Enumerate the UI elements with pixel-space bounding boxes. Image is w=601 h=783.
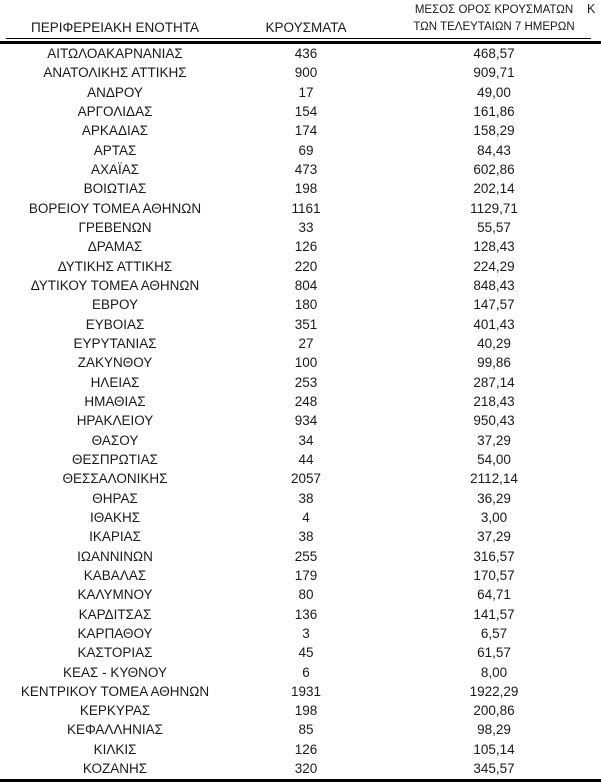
cases-count-cell: 33 [298,219,314,235]
table-row [0,759,601,778]
avg-7day-cell: 141,57 [473,606,515,622]
table-row [0,701,601,720]
region-name-cell: ΙΚΑΡΙΑΣ [89,529,141,545]
region-name-cell: ΚΑΒΑΛΑΣ [83,567,147,583]
cases-count-cell: 126 [294,741,318,757]
cases-count-cell: 38 [298,490,314,506]
region-name-cell: ΚΟΖΑΝΗΣ [82,761,148,777]
avg-7day-cell: 161,86 [473,103,515,119]
table-row [0,102,601,121]
cases-count-cell: 6 [302,664,310,680]
table-row [0,566,601,585]
table-row [0,663,601,682]
avg-7day-cell: 36,29 [477,490,511,506]
region-name-cell: ΚΕΑΣ - ΚΥΘΝΟΥ [63,664,167,680]
table-row [0,141,601,160]
column-header-avg-7day-line2: ΤΩΝ ΤΕΛΕΥΤΑΙΩΝ 7 ΗΜΕΡΩΝ [413,20,575,33]
avg-7day-cell: 950,43 [473,413,515,429]
region-name-cell: ΑΡΚΑΔΙΑΣ [81,123,149,139]
avg-7day-cell: 49,00 [477,84,511,100]
table-row [0,44,601,63]
cases-count-cell: 80 [298,587,314,603]
table-row [0,121,601,140]
table-bottom-rule [0,779,601,782]
region-name-cell: ΚΑΛΥΜΝΟΥ [77,587,153,603]
avg-7day-cell: 99,86 [477,355,511,371]
table-row [0,720,601,739]
cases-count-cell: 44 [298,451,314,467]
header-underline [6,38,591,39]
table-row [0,218,601,237]
region-name-cell: ΑΡΤΑΣ [93,142,137,158]
table-row [0,527,601,546]
avg-7day-cell: 37,29 [477,432,511,448]
avg-7day-cell: 40,29 [477,335,511,351]
table-row [0,643,601,662]
table-row [0,411,601,430]
region-name-cell: ΘΕΣΠΡΩΤΙΑΣ [71,451,159,467]
avg-7day-cell: 345,57 [473,761,515,777]
region-name-cell: ΗΜΑΘΙΑΣ [84,393,146,409]
region-name-cell: ΒΟΙΩΤΙΑΣ [83,181,147,197]
cases-count-cell: 85 [298,722,314,738]
column-header-region: ΠΕΡΙΦΕΡΕΙΑΚΗ ΕΝΟΤΗΤΑ [30,20,200,35]
cases-count-cell: 804 [294,277,318,293]
cases-count-cell: 934 [294,413,318,429]
region-name-cell: ΔΥΤΙΚΗΣ ΑΤΤΙΚΗΣ [57,258,173,274]
table-row [0,276,601,295]
cases-count-cell: 136 [294,606,318,622]
cases-count-cell: 1931 [290,683,322,699]
cases-count-cell: 900 [294,65,318,81]
avg-7day-cell: 218,43 [473,393,515,409]
table-row [0,431,601,450]
table-row [0,63,601,82]
table-row [0,315,601,334]
cases-count-cell: 255 [294,548,318,564]
avg-7day-cell: 909,71 [473,65,515,81]
region-name-cell: ΗΛΕΙΑΣ [90,374,140,390]
column-header-avg-7day-line1: ΜΕΣΟΣ ΟΡΟΣ ΚΡΟΥΣΜΑΤΩΝ [414,4,574,16]
table-row [0,237,601,256]
table-row [0,334,601,353]
column-header-cases: ΚΡΟΥΣΜΑΤΑ [265,20,347,35]
region-name-cell: ΚΕΦΑΛΛΗΝΙΑΣ [66,722,164,738]
avg-7day-cell: 3,00 [480,509,508,525]
avg-7day-cell: 468,57 [473,46,515,61]
cases-count-cell: 220 [294,258,318,274]
cases-count-cell: 154 [294,103,318,119]
region-name-cell: ΚΙΛΚΙΣ [93,741,137,757]
table-row [0,508,601,527]
region-name-cell: ΕΥΒΟΙΑΣ [85,316,145,332]
cases-count-cell: 351 [294,316,318,332]
region-name-cell: ΕΥΡΥΤΑΝΙΑΣ [73,335,157,351]
table-row [0,547,601,566]
cases-count-cell: 436 [294,46,318,61]
avg-7day-cell: 147,57 [473,297,515,313]
table-row [0,160,601,179]
avg-7day-cell: 37,29 [477,529,511,545]
column-header-avg-7day [382,2,601,38]
avg-7day-cell: 848,43 [473,277,515,293]
region-name-cell: ΘΑΣΟΥ [91,432,139,448]
table-row [0,624,601,643]
cases-count-cell: 198 [294,703,318,719]
cases-count-cell: 174 [294,123,318,139]
avg-7day-cell: 170,57 [473,567,515,583]
table-body [0,44,601,778]
region-name-cell: ΚΑΣΤΟΡΙΑΣ [77,645,153,661]
cases-count-cell: 473 [294,161,318,177]
cases-count-cell: 1161 [291,200,321,216]
cases-count-cell: 27 [298,335,314,351]
table-row [0,585,601,604]
region-name-cell: ΚΑΡΔΙΤΣΑΣ [78,606,152,622]
table-row [0,450,601,469]
cases-count-cell: 34 [298,432,314,448]
avg-7day-cell: 54,00 [477,451,511,467]
region-name-cell: ΚΕΡΚΥΡΑΣ [79,703,151,719]
region-name-cell: ΚΕΝΤΡΙΚΟΥ ΤΟΜΕΑ ΑΘΗΝΩΝ [20,683,210,699]
table-row [0,682,601,701]
cases-count-cell: 126 [294,239,318,255]
table-row [0,469,601,488]
region-name-cell: ΑΙΤΩΛΟΑΚΑΡΝΑΝΙΑΣ [47,46,183,61]
avg-7day-cell: 105,14 [473,741,515,757]
region-name-cell: ΑΧΑΪΑΣ [90,161,140,177]
table-row [0,295,601,314]
region-name-cell: ΔΥΤΙΚΟΥ ΤΟΜΕΑ ΑΘΗΝΩΝ [30,277,200,293]
table-row [0,740,601,759]
avg-7day-cell: 200,86 [473,703,515,719]
avg-7day-cell: 158,29 [473,123,515,139]
region-name-cell: ΚΑΡΠΑΘΟΥ [77,625,153,641]
avg-7day-cell: 401,43 [473,316,515,332]
region-name-cell: ΓΡΕΒΕΝΩΝ [78,219,152,235]
cases-count-cell: 45 [298,645,314,661]
region-name-cell: ΗΡΑΚΛΕΙΟΥ [76,413,154,429]
cases-count-cell: 320 [294,761,318,777]
table-row [0,83,601,102]
avg-7day-cell: 128,43 [473,239,515,255]
table-row [0,605,601,624]
avg-7day-cell: 1922,29 [469,683,519,699]
region-name-cell: ΖΑΚΥΝΘΟΥ [77,355,153,371]
avg-7day-cell: 84,43 [477,142,511,158]
avg-7day-cell: 6,57 [480,625,508,641]
table-row [0,179,601,198]
cases-count-cell: 69 [298,142,314,158]
avg-7day-cell: 55,57 [477,219,511,235]
table-row [0,199,601,218]
cases-count-cell: 179 [294,567,318,583]
avg-7day-cell: 98,29 [477,722,511,738]
avg-7day-cell: 8,00 [480,664,508,680]
avg-7day-cell: 287,14 [473,374,515,390]
cases-count-cell: 38 [298,529,314,545]
table-row [0,373,601,392]
cases-count-cell: 3 [302,625,310,641]
avg-7day-cell: 202,14 [473,181,515,197]
table-row [0,257,601,276]
next-column-header-partial: Κ [587,2,596,16]
table-row [0,392,601,411]
avg-7day-cell: 64,71 [477,587,511,603]
cases-count-cell: 248 [294,393,318,409]
avg-7day-cell: 2112,14 [470,471,518,487]
avg-7day-cell: 1129,71 [470,200,518,216]
region-name-cell: ΙΩΑΝΝΙΝΩΝ [77,548,153,564]
region-name-cell: ΘΕΣΣΑΛΟΝΙΚΗΣ [62,471,168,487]
avg-7day-cell: 316,57 [473,548,515,564]
cases-count-cell: 2057 [290,471,322,487]
cases-count-cell: 100 [294,355,318,371]
table-row [0,489,601,508]
avg-7day-cell: 224,29 [473,258,515,274]
region-name-cell: ΑΝΑΤΟΛΙΚΗΣ ΑΤΤΙΚΗΣ [43,65,187,81]
cases-count-cell: 4 [302,509,310,525]
region-name-cell: ΙΘΑΚΗΣ [89,509,141,525]
avg-7day-cell: 61,57 [477,645,511,661]
region-name-cell: ΑΡΓΟΛΙΔΑΣ [77,103,153,119]
cases-count-cell: 180 [294,297,318,313]
region-name-cell: ΔΡΑΜΑΣ [87,239,143,255]
avg-7day-cell: 602,86 [473,161,515,177]
table-row [0,353,601,372]
cases-count-cell: 198 [294,181,318,197]
region-name-cell: ΘΗΡΑΣ [92,490,138,506]
table-header-row [0,0,601,38]
region-name-cell: ΕΒΡΟΥ [91,297,139,313]
region-name-cell: ΒΟΡΕΙΟΥ ΤΟΜΕΑ ΑΘΗΝΩΝ [28,200,202,216]
cases-count-cell: 17 [298,84,314,100]
region-name-cell: ΑΝΔΡΟΥ [87,84,143,100]
cases-count-cell: 253 [294,374,318,390]
